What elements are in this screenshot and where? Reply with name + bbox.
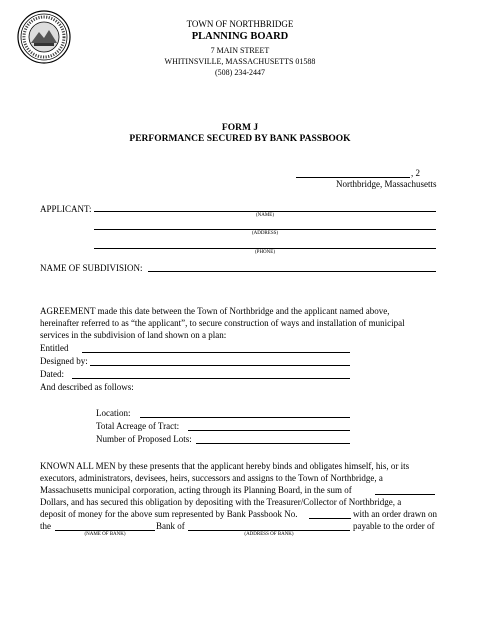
name-caption: (NAME): [255, 213, 275, 218]
lots-field[interactable]: [196, 443, 350, 444]
bank-address-field[interactable]: [188, 530, 350, 531]
phone-caption: (PHONE): [255, 250, 275, 255]
known-line-6c: payable to the order of: [353, 521, 435, 531]
lots-label: Number of Proposed Lots:: [96, 434, 192, 444]
applicant-name-field[interactable]: [94, 211, 436, 212]
known-line-6b: Bank of: [156, 521, 185, 531]
dated-label: Dated:: [40, 369, 64, 379]
entitled-field[interactable]: [82, 352, 350, 353]
designed-by-label: Designed by:: [40, 356, 88, 366]
agreement-line-2: hereinafter referred to as “the applicant”, to secure construction of ways and installation of municipal: [40, 318, 405, 328]
city-address: WHITINSVILLE, MASSACHUSETTS 01588: [164, 57, 316, 66]
location-field[interactable]: [140, 417, 350, 418]
year-prefix: , 2: [411, 168, 420, 178]
subdivision-label: NAME OF SUBDIVISION:: [40, 263, 143, 273]
known-line-4: Dollars, and has secured this obligation by depositing with the Treasurer/Collector of Northbridge, a: [40, 497, 402, 507]
street-address: 7 MAIN STREET: [210, 46, 270, 55]
applicant-address-field[interactable]: [94, 229, 436, 230]
address-caption: (ADDRESS): [251, 231, 279, 236]
location-label: Location:: [96, 408, 131, 418]
known-line-3: Massachusetts municipal corporation, acting through its Planning Board, in the sum of: [40, 485, 352, 495]
acreage-field[interactable]: [188, 430, 350, 431]
known-line-6a: the: [40, 521, 51, 531]
dated-field[interactable]: [72, 378, 350, 379]
described-label: And described as follows:: [40, 382, 134, 392]
subdivision-name-field[interactable]: [148, 271, 436, 272]
applicant-phone-field[interactable]: [94, 248, 436, 249]
agreement-line-1: AGREEMENT made this date between the Town of Northbridge and the applicant named above,: [40, 306, 390, 316]
agreement-line-3: services in the subdivision of land shown on a plan:: [40, 330, 227, 340]
entitled-label: Entitled: [40, 343, 69, 353]
known-line-5a: deposit of money for the above sum represented by Bank Passbook No.: [40, 509, 298, 519]
bank-name-field[interactable]: [55, 530, 155, 531]
known-line-2: executors, administrators, devisees, heirs, successors and assigns to the Town of Northbridge, a: [40, 473, 383, 483]
passbook-number-field[interactable]: [309, 518, 351, 519]
date-place: Northbridge, Massachusetts: [336, 179, 437, 189]
bank-address-caption: (ADDRESS OF BANK): [244, 532, 294, 537]
sum-field[interactable]: [375, 494, 435, 495]
acreage-label: Total Acreage of Tract:: [96, 421, 180, 431]
applicant-label: APPLICANT:: [40, 204, 92, 214]
bank-name-caption: (NAME OF BANK): [84, 532, 126, 537]
phone-number: (508) 234-2447: [215, 68, 265, 77]
known-line-5b: with an order drawn on: [353, 509, 437, 519]
form-title: FORM J: [221, 123, 259, 133]
form-subtitle: PERFORMANCE SECURED BY BANK PASSBOOK: [129, 134, 351, 144]
date-line[interactable]: [296, 177, 410, 178]
known-line-1: KNOWN ALL MEN by these presents that the applicant hereby binds and obligates himself, his, or its: [40, 461, 410, 471]
designed-by-field[interactable]: [90, 365, 350, 366]
town-name: TOWN OF NORTHBRIDGE: [186, 19, 294, 29]
board-name: PLANNING BOARD: [191, 31, 289, 42]
